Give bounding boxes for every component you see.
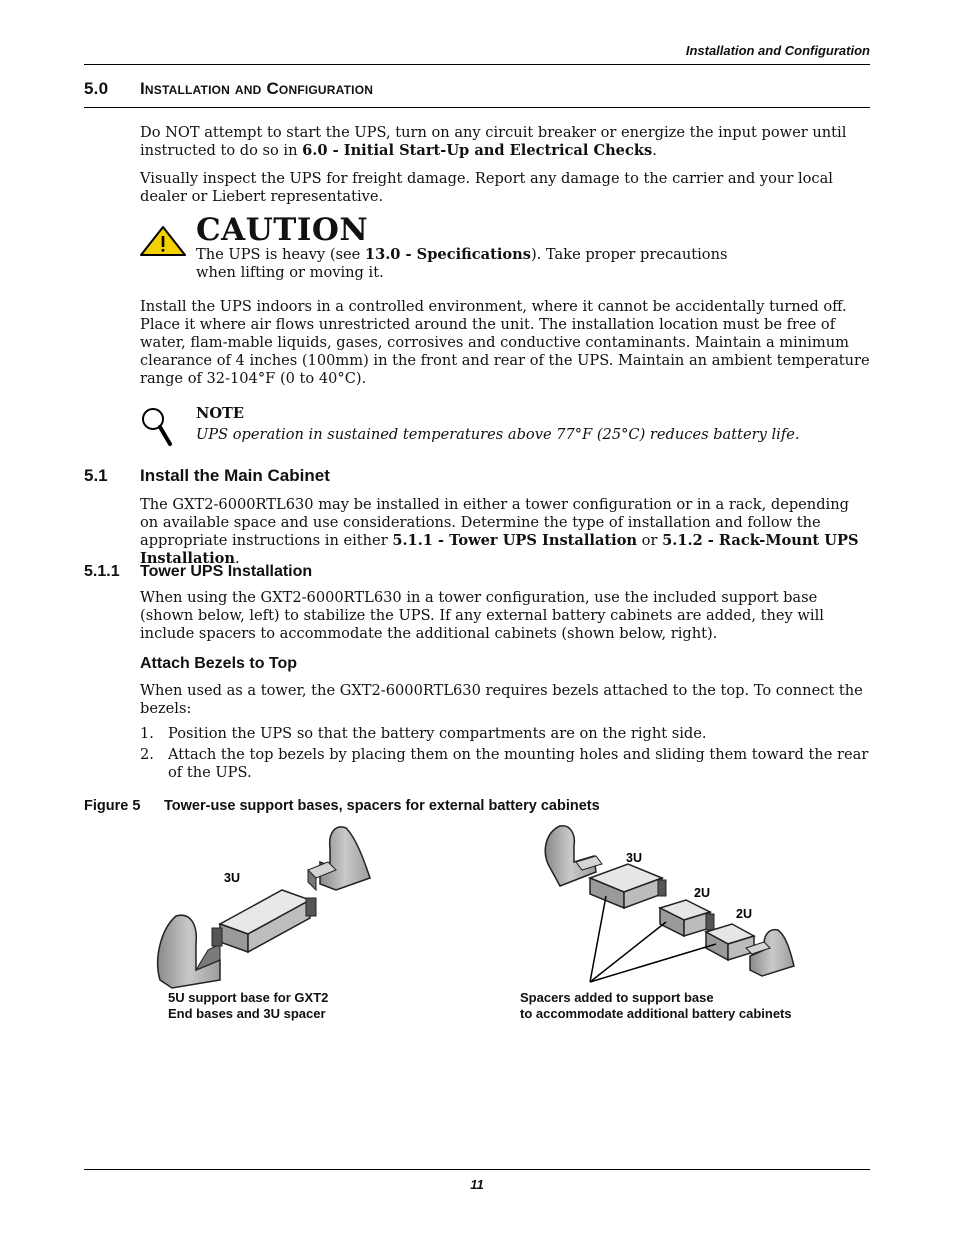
cross-reference: 13.0 - Specifications bbox=[364, 246, 531, 263]
tower-installation-paragraph: When using the GXT2-6000RTL630 in a tower configuration, use the included support base (shown below, left) to stabilize the UPS. If any external battery cabinets are added, they will include spacers to accommodate the additional cabinets (shown below, right). bbox=[140, 589, 824, 642]
cross-reference: 5.1.1 - Tower UPS Installation bbox=[392, 532, 638, 549]
subsection-number: 5.1.1 bbox=[84, 563, 120, 580]
spacer-3u-right bbox=[590, 864, 666, 908]
size-label-3u: 3U bbox=[224, 871, 240, 885]
size-label-2u: 2U bbox=[694, 886, 710, 900]
list-item bbox=[140, 725, 870, 743]
subsection-title: Install the Main Cabinet bbox=[140, 466, 330, 485]
section-rule bbox=[84, 107, 870, 108]
spacer-2u-b bbox=[706, 924, 754, 960]
figure-caption bbox=[84, 798, 600, 814]
caution-text bbox=[196, 246, 736, 282]
caption-line: End bases and 3U spacer bbox=[168, 1006, 326, 1021]
list-item bbox=[140, 746, 870, 782]
caution-text-start: The UPS is heavy (see bbox=[196, 246, 365, 263]
left-figure-caption bbox=[168, 990, 328, 1022]
intro-paragraph-1 bbox=[140, 124, 870, 160]
section-title: Installation and Configuration bbox=[140, 79, 374, 98]
figure-title: Tower-use support bases, spacers for external battery cabinets bbox=[164, 798, 600, 814]
spacer-2u-a bbox=[660, 900, 714, 936]
caption-line: to accommodate additional battery cabinets bbox=[520, 1006, 792, 1021]
intro-paragraph-2: Visually inspect the UPS for freight damage. Report any damage to the carrier and your local dealer or Liebert representative. bbox=[140, 170, 833, 205]
size-label-2u: 2U bbox=[736, 907, 752, 921]
subsection-number: 5.1 bbox=[84, 466, 108, 485]
figure-illustration bbox=[150, 820, 830, 1000]
section-heading bbox=[84, 79, 373, 99]
list-number: 2. bbox=[140, 746, 154, 763]
environment-paragraph: Install the UPS indoors in a controlled environment, where it cannot be accidentally turned off. Place it where air flows unrestricted around the unit. The installation location must be free of water, flam-mable liquids, gases, corrosives and conductive contaminants. Maintain a minimum clearance of 4 inches (100mm) in the front and rear of the UPS. Maintain an ambient temperature range of 32-104°F (0 to 40°C). bbox=[140, 298, 870, 387]
list-number: 1. bbox=[140, 725, 154, 742]
subsection-heading-5-1-1 bbox=[84, 563, 312, 581]
cross-reference: 6.0 - Initial Start-Up and Electrical Checks bbox=[302, 142, 653, 159]
cross-reference: 5.1.2 - Rack-Mount UPS Installation bbox=[140, 532, 859, 567]
end-base-left bbox=[158, 915, 220, 988]
right-figure-caption bbox=[520, 990, 792, 1022]
warning-triangle-icon bbox=[140, 226, 186, 256]
intro-text-end: . bbox=[652, 142, 657, 159]
caution-text-end: ). Take proper precautions when lifting or moving it. bbox=[196, 246, 728, 281]
figure-label: Figure 5 bbox=[84, 798, 141, 814]
note-text: UPS operation in sustained temperatures above 77°F (25°C) reduces battery life. bbox=[196, 426, 800, 443]
running-head: Installation and Configuration bbox=[685, 43, 870, 58]
note-label: NOTE bbox=[196, 405, 245, 422]
subsection-heading-5-1 bbox=[84, 466, 330, 486]
section-number: 5.0 bbox=[84, 79, 109, 98]
subsection-title: Tower UPS Installation bbox=[140, 563, 313, 580]
main-cabinet-paragraph bbox=[140, 496, 870, 568]
paragraph-text: or bbox=[637, 532, 663, 549]
paragraph-text: . bbox=[235, 550, 240, 567]
header-rule bbox=[84, 64, 870, 65]
spacer-3u bbox=[212, 890, 316, 952]
list-text: Position the UPS so that the battery compartments are on the right side. bbox=[168, 725, 707, 742]
footer-rule bbox=[84, 1169, 870, 1170]
intro-text: Do NOT attempt to start the UPS, turn on any circuit breaker or energize the input power until instructed to do so in bbox=[140, 124, 847, 159]
magnifier-icon bbox=[140, 406, 174, 448]
caution-heading: CAUTION bbox=[196, 212, 369, 248]
bezels-paragraph: When used as a tower, the GXT2-6000RTL630 requires bezels attached to the top. To connect the bezels: bbox=[140, 682, 863, 717]
end-base-right bbox=[308, 827, 370, 890]
paragraph-text: The GXT2-6000RTL630 may be installed in either a tower configuration or in a rack, depending on available space and use considerations. Determine the type of installation and follow the appropriate instructions in either bbox=[140, 496, 849, 549]
size-label-3u-right: 3U bbox=[626, 851, 642, 865]
caption-line: 5U support base for GXT2 bbox=[168, 990, 329, 1005]
caption-line: Spacers added to support base bbox=[520, 990, 714, 1005]
page-number: 11 bbox=[470, 1177, 484, 1192]
list-text: Attach the top bezels by placing them on the mounting holes and sliding them toward the rear of the UPS. bbox=[168, 746, 869, 781]
bezels-heading: Attach Bezels to Top bbox=[140, 655, 298, 672]
